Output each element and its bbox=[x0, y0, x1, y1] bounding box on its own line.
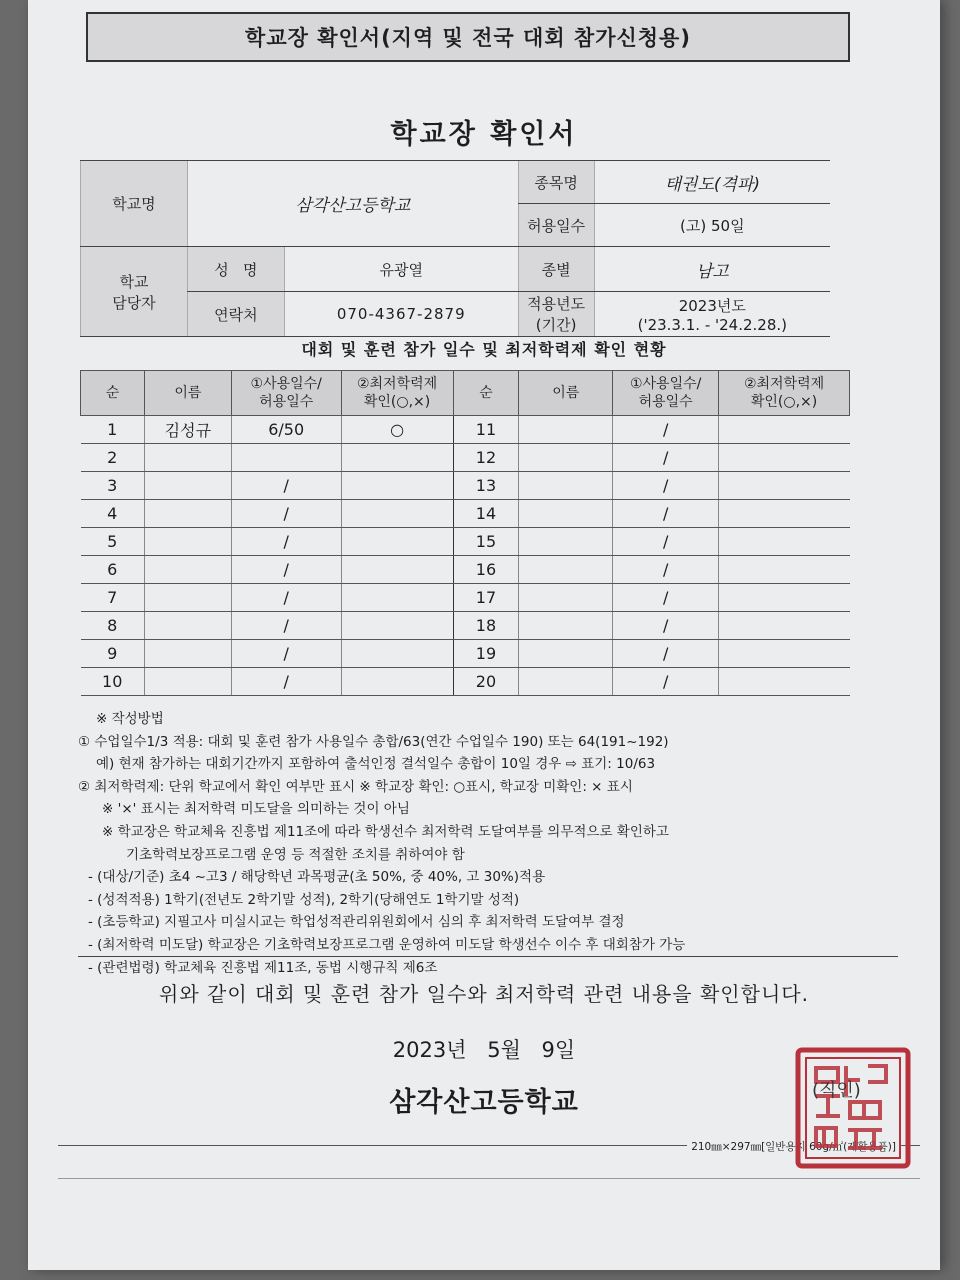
row-no: 2 bbox=[81, 444, 145, 472]
table-row bbox=[81, 500, 850, 528]
note-item-2-a: ※ '×' 표시는 최저학력 미도달을 의미하는 것이 아님 bbox=[102, 801, 410, 818]
staff-label-line-1: 학교 bbox=[119, 272, 149, 291]
contact-label: 연락처 bbox=[187, 292, 284, 337]
row-no: 15 bbox=[453, 528, 519, 556]
row-check bbox=[719, 556, 850, 584]
row-no: 7 bbox=[81, 584, 145, 612]
row-name bbox=[519, 668, 613, 696]
row-no: 12 bbox=[453, 444, 519, 472]
note-detail: - (성적적용) 1학기(전년도 2학기말 성적), 2학기(당해연도 1학기말 성적) bbox=[88, 891, 520, 908]
row-check bbox=[719, 584, 850, 612]
row-days: / bbox=[613, 416, 719, 444]
table-row bbox=[81, 528, 850, 556]
year-value bbox=[594, 292, 830, 337]
date-year: 2023년 bbox=[392, 1038, 467, 1062]
row-name bbox=[144, 556, 231, 584]
row-name bbox=[144, 472, 231, 500]
col-header-no: 순 bbox=[453, 371, 519, 416]
table-row bbox=[81, 444, 850, 472]
row-days: / bbox=[231, 472, 341, 500]
row-no: 1 bbox=[81, 416, 145, 444]
row-no: 3 bbox=[81, 472, 145, 500]
row-days: / bbox=[231, 584, 341, 612]
row-days: / bbox=[613, 472, 719, 500]
row-check bbox=[341, 528, 453, 556]
col-header-no: 순 bbox=[81, 371, 145, 416]
gender-label: 종별 bbox=[518, 247, 594, 292]
row-days bbox=[231, 444, 341, 472]
table-row bbox=[81, 668, 850, 696]
row-check bbox=[719, 444, 850, 472]
document-banner: 학교장 확인서(지역 및 전국 대회 참가신청용) bbox=[86, 12, 850, 62]
row-name bbox=[519, 584, 613, 612]
note-item-1-example: 예) 현재 참가하는 대회기간까지 포함하여 출석인정 결석일수 총합이 10일 경우 ⇨ 표기: 10/63 bbox=[96, 756, 656, 773]
participation-table bbox=[80, 370, 850, 696]
row-no: 11 bbox=[453, 416, 519, 444]
row-no: 18 bbox=[453, 612, 519, 640]
contact-value: 070-4367-2879 bbox=[284, 292, 518, 337]
row-no: 9 bbox=[81, 640, 145, 668]
row-no: 20 bbox=[453, 668, 519, 696]
col-header-days bbox=[231, 371, 341, 416]
row-check bbox=[341, 500, 453, 528]
col-header-days-line-2: 허용일수 bbox=[638, 394, 693, 410]
row-days: / bbox=[231, 500, 341, 528]
col-header-name: 이름 bbox=[519, 371, 613, 416]
row-name bbox=[144, 584, 231, 612]
row-name: 김성규 bbox=[144, 416, 231, 444]
row-days: / bbox=[613, 612, 719, 640]
year-value-line-2: ('23.3.1. - '24.2.28.) bbox=[637, 315, 787, 334]
row-name bbox=[144, 444, 231, 472]
row-name bbox=[519, 500, 613, 528]
col-header-min-line-1: ②최저학력제 bbox=[743, 375, 825, 392]
date-month: 5월 bbox=[487, 1038, 521, 1062]
row-no: 4 bbox=[81, 500, 145, 528]
row-days: / bbox=[231, 668, 341, 696]
col-header-min-line-2: 확인(○,×) bbox=[363, 394, 431, 410]
sport-value: 태권도(격파) bbox=[594, 161, 830, 204]
writing-instructions bbox=[78, 708, 898, 979]
school-name-label: 학교명 bbox=[81, 161, 188, 247]
document-page bbox=[28, 0, 940, 1270]
row-check bbox=[341, 612, 453, 640]
row-check bbox=[719, 668, 850, 696]
year-value-line-1: 2023년도 bbox=[678, 296, 746, 315]
row-check bbox=[719, 500, 850, 528]
note-item-2-b-cont: 기초학력보장프로그램 운영 등 적절한 조치를 취하여야 함 bbox=[126, 846, 465, 863]
staff-name-value: 유광열 bbox=[284, 247, 518, 292]
table-row bbox=[81, 416, 850, 444]
official-seal-icon bbox=[794, 1046, 912, 1170]
row-name bbox=[144, 640, 231, 668]
row-name bbox=[519, 416, 613, 444]
row-check bbox=[341, 556, 453, 584]
notes-heading: ※ 작성방법 bbox=[96, 711, 164, 727]
row-no: 19 bbox=[453, 640, 519, 668]
row-no: 13 bbox=[453, 472, 519, 500]
row-check bbox=[341, 640, 453, 668]
row-no: 16 bbox=[453, 556, 519, 584]
col-header-days bbox=[613, 371, 719, 416]
row-check bbox=[341, 472, 453, 500]
school-signature-name: 삼각산고등학교 bbox=[389, 1087, 579, 1118]
col-header-min bbox=[341, 371, 453, 416]
row-name bbox=[144, 500, 231, 528]
row-check: ○ bbox=[341, 416, 453, 444]
row-name bbox=[144, 668, 231, 696]
row-days: / bbox=[231, 640, 341, 668]
allowed-days-label: 허용일수 bbox=[518, 204, 594, 247]
note-detail: - (대상/기준) 초4 ~고3 / 해당학년 과목평균(초 50%, 중 40%, 고 30%)적용 bbox=[88, 869, 546, 886]
row-days: / bbox=[231, 612, 341, 640]
table-row bbox=[81, 584, 850, 612]
year-label-line-2: (기간) bbox=[535, 316, 577, 334]
table-row bbox=[81, 472, 850, 500]
table-row bbox=[81, 612, 850, 640]
row-name bbox=[519, 472, 613, 500]
col-header-min-line-1: ②최저학력제 bbox=[356, 375, 438, 392]
divider bbox=[58, 1178, 920, 1179]
row-name bbox=[144, 612, 231, 640]
col-header-days-line-1: ①사용일수/ bbox=[250, 375, 322, 392]
note-detail: - (관련법령) 학교체육 진흥법 제11조, 동법 시행규칙 제6조 bbox=[88, 959, 438, 976]
row-no: 6 bbox=[81, 556, 145, 584]
row-days: / bbox=[613, 500, 719, 528]
row-check bbox=[719, 416, 850, 444]
row-name bbox=[519, 556, 613, 584]
row-check bbox=[719, 528, 850, 556]
year-label bbox=[518, 292, 594, 337]
row-name bbox=[519, 528, 613, 556]
page-title: 학교장 확인서 bbox=[390, 119, 578, 150]
seal-label: (직인) bbox=[812, 1080, 861, 1101]
divider bbox=[78, 956, 898, 957]
row-no: 10 bbox=[81, 668, 145, 696]
col-header-days-line-2: 허용일수 bbox=[259, 394, 314, 410]
row-days: / bbox=[613, 528, 719, 556]
row-days: 6/50 bbox=[231, 416, 341, 444]
row-name bbox=[519, 640, 613, 668]
date-day: 9일 bbox=[541, 1038, 576, 1062]
row-name bbox=[519, 444, 613, 472]
row-days: / bbox=[231, 556, 341, 584]
note-item-1: ① 수업일수1/3 적용: 대회 및 훈련 참가 사용일수 총합/63(연간 수업일수 190) 또는 64(191~192) bbox=[78, 733, 669, 750]
row-check bbox=[341, 668, 453, 696]
row-name bbox=[144, 528, 231, 556]
row-days: / bbox=[613, 640, 719, 668]
staff-name-label: 성 명 bbox=[187, 247, 284, 292]
col-header-days-line-1: ①사용일수/ bbox=[629, 375, 702, 392]
note-detail: - (최저학력 미도달) 학교장은 기초학력보장프로그램 운영하여 미도달 학생선수 이수 후 대회참가 가능 bbox=[88, 936, 686, 953]
gender-value: 남고 bbox=[594, 247, 830, 292]
row-days: / bbox=[613, 444, 719, 472]
staff-label bbox=[81, 247, 188, 337]
row-check bbox=[719, 640, 850, 668]
col-header-min bbox=[719, 371, 850, 416]
table-row bbox=[81, 556, 850, 584]
allowed-days-value: (고) 50일 bbox=[594, 204, 830, 247]
row-days: / bbox=[613, 668, 719, 696]
note-detail: - (초등학교) 지필고사 미실시교는 학업성적관리위원회에서 심의 후 최저학력 도달여부 결정 bbox=[88, 914, 625, 931]
row-days: / bbox=[231, 528, 341, 556]
row-name bbox=[519, 612, 613, 640]
paper-spec: 210㎜×297㎜[일반용지 60g/㎡(재활용품)] bbox=[687, 1139, 900, 1154]
row-days: / bbox=[613, 556, 719, 584]
year-label-line-1: 적용년도 bbox=[527, 295, 586, 313]
row-no: 17 bbox=[453, 584, 519, 612]
note-item-2: ② 최저학력제: 단위 학교에서 확인 여부만 표시 ※ 학교장 확인: ○표시, 학교장 미확인: × 표시 bbox=[78, 778, 633, 795]
school-name-value: 삼각산고등학교 bbox=[187, 161, 518, 247]
row-check bbox=[341, 584, 453, 612]
row-check bbox=[341, 444, 453, 472]
row-no: 14 bbox=[453, 500, 519, 528]
row-no: 8 bbox=[81, 612, 145, 640]
confirmation-statement: 위와 같이 대회 및 훈련 참가 일수와 최저학력 관련 내용을 확인합니다. bbox=[159, 982, 809, 1006]
row-check bbox=[719, 472, 850, 500]
row-no: 5 bbox=[81, 528, 145, 556]
note-item-2-b: ※ 학교장은 학교체육 진흥법 제11조에 따라 학생선수 최저학력 도달여부를 의무적으로 확인하고 bbox=[102, 823, 669, 840]
row-check bbox=[719, 612, 850, 640]
status-title: 대회 및 훈련 참가 일수 및 최저학력제 확인 현황 bbox=[301, 340, 667, 359]
info-table bbox=[80, 160, 830, 337]
col-header-min-line-2: 확인(○,×) bbox=[750, 394, 818, 410]
col-header-name: 이름 bbox=[144, 371, 231, 416]
sport-label: 종목명 bbox=[518, 161, 594, 204]
staff-label-line-2: 담당자 bbox=[112, 293, 156, 312]
table-row bbox=[81, 640, 850, 668]
row-days: / bbox=[613, 584, 719, 612]
